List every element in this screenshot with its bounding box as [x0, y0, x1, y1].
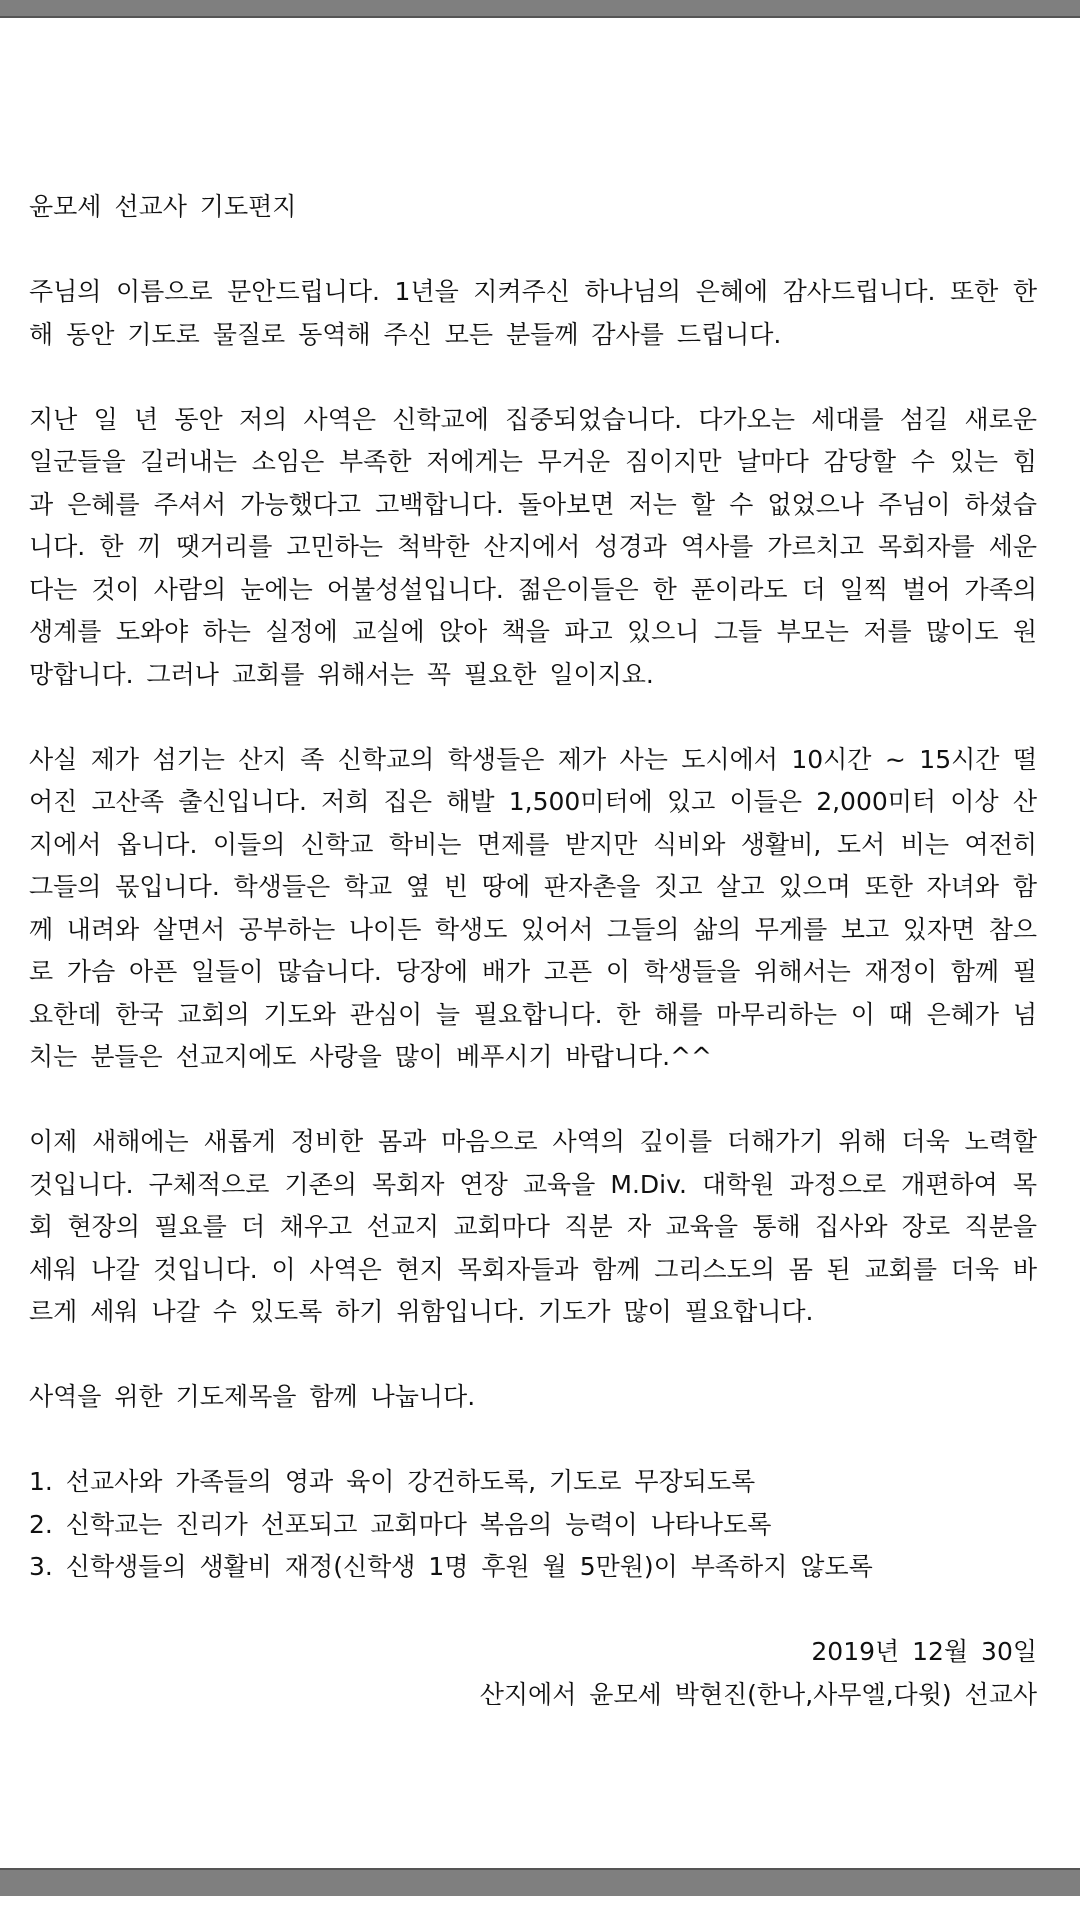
prayer-item: 2. 신학교는 진리가 선포되고 교회마다 복음의 능력이 나타나도록	[29, 1509, 772, 1539]
paragraph-ministry-review: 지난 일 년 동안 저의 사역은 신학교에 집중되었습니다. 다가오는 세대를 섬길 새로운 일군들을 길러내는 소임은 부족한 저에게는 무거운 짐이지만 날마다 감당할 수 있는 힘과 은혜를 주셔서 가능했다고 고백합니다. 돌아보면 저는 할 수 없었으나 주님이 하셨습니다. 한 끼 땟거리를 고민하는 척박한 산지에서 성경과 역사를 가르치고 목회자를 세운다는 것이 사람의 눈에는 어불성설입니다. 젊은이들은 한 푼이라도 더 일찍 벌어 가족의 생계를 도와야 하는 실정에 교실에 앉아 책을 파고 있으니 그들 부모는 저를 많이도 원망합니다. 그러나 교회를 위해서는 꼭 필요한 일이지요.	[29, 404, 1037, 689]
prayer-item: 3. 신학생들의 생활비 재정(신학생 1명 후원 월 5만원)이 부족하지 않도록	[29, 1552, 873, 1581]
paragraph-prayer-intro: 사역을 위한 기도제목을 함께 나눕니다.	[29, 1382, 476, 1411]
prayer-letter	[29, 186, 1037, 1716]
letter-signature: 산지에서 윤모세 박현진(한나,사무엘,다윗) 선교사	[479, 1679, 1037, 1709]
top-frame-bar	[0, 0, 1080, 18]
prayer-item: 1. 선교사와 가족들의 영과 육이 강건하도록, 기도로 무장되도록	[29, 1467, 756, 1496]
bottom-frame-bar	[0, 1868, 1080, 1896]
letter-title: 윤모세 선교사 기도편지	[29, 192, 297, 221]
paragraph-greeting: 주님의 이름으로 문안드립니다. 1년을 지켜주신 하나님의 은혜에 감사드립니다. 또한 한 해 동안 기도로 물질로 동역해 주신 모든 분들께 감사를 드립니다.	[29, 277, 1037, 349]
prayer-list	[29, 1461, 1037, 1589]
signature-block	[29, 1631, 1037, 1716]
paragraph-students: 사실 제가 섬기는 산지 족 신학교의 학생들은 제가 사는 도시에서 10시간 ~ 15시간 떨어진 고산족 출신입니다. 저희 집은 해발 1,500미터에 있고 이들은 2,000미터 이상 산지에서 옵니다. 이들의 신학교 학비는 면제를 받지만 식비와 생활비, 도서 비는 여전히 그들의 몫입니다. 학생들은 학교 옆 빈 땅에 판자촌을 짓고 살고 있으며 또한 자녀와 함께 내려와 살면서 공부하는 나이든 학생도 있어서 그들의 삶의 무게를 보고 있자면 참으로 가슴 아픈 일들이 많습니다. 당장에 배가 고픈 이 학생들을 위해서는 재정이 함께 필요한데 한국 교회의 기도와 관심이 늘 필요합니다. 한 해를 마무리하는 이 때 은혜가 넘치는 분들은 선교지에도 사랑을 많이 베푸시기 바랍니다.^^	[29, 744, 1037, 1071]
letter-date: 2019년 12월 30일	[811, 1637, 1037, 1666]
paragraph-new-year-plans: 이제 새해에는 새롭게 정비한 몸과 마음으로 사역의 깊이를 더해가기 위해 더욱 노력할 것입니다. 구체적으로 기존의 목회자 연장 교육을 M.Div. 대학원 과정으로 개편하여 목회 현장의 필요를 더 채우고 선교지 교회마다 직분 자 교육을 통해 집사와 장로 직분을 세워 나갈 것입니다. 이 사역은 현지 목회자들과 함께 그리스도의 몸 된 교회를 더욱 바르게 세워 나갈 수 있도록 하기 위함입니다. 기도가 많이 필요합니다.	[29, 1127, 1037, 1326]
